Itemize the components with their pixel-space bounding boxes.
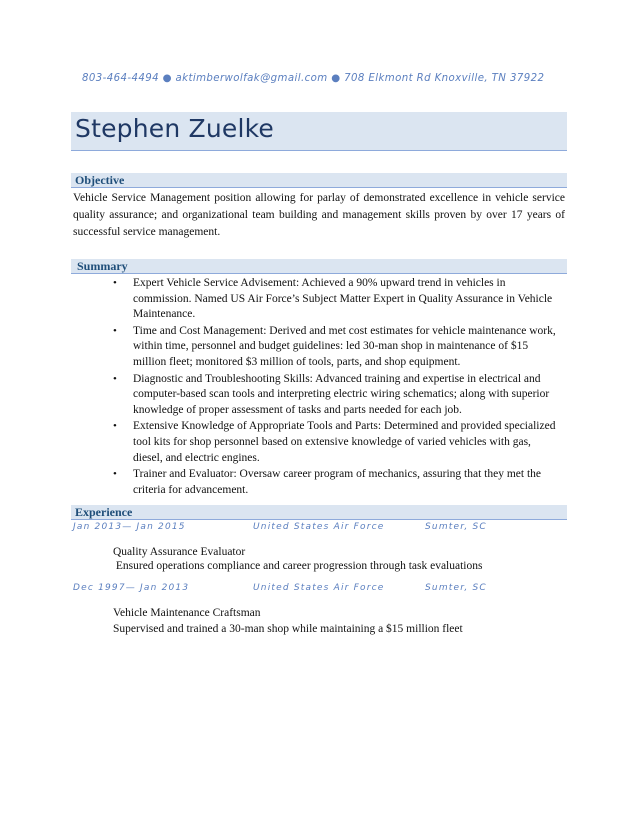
summary-item: • Time and Cost Management: Derived and met cost estimates for vehicle maintenance work, within time, personnel and budget guidelines: led 30-man shop in maintenance of $15 million fleet; monitored $3 million of tools, parts, and shop equipment.: [113, 324, 556, 368]
summary-section-header: [71, 259, 567, 274]
bullet-icon: •: [113, 277, 117, 289]
job-employer: United States Air Force: [253, 522, 385, 532]
summary-item: • Trainer and Evaluator: Oversaw career program of mechanics, assuring that they met the criteria for advancement.: [113, 468, 541, 496]
job-dates: Dec 1997— Jan 2013: [73, 583, 190, 593]
bullet-icon: •: [113, 324, 117, 337]
job-location: Sumter, SC: [425, 583, 487, 593]
bullet-icon: •: [113, 372, 117, 385]
job-description: Supervised and trained a 30-man shop while maintaining a $15 million fleet: [113, 623, 463, 635]
bullet-icon: •: [113, 420, 117, 433]
job-meta: [73, 583, 563, 597]
job-meta: [73, 522, 563, 536]
job-description: Ensured operations compliance and career progression through task evaluations: [113, 560, 483, 572]
summary-item: • Extensive Knowledge of Appropriate Tools and Parts: Determined and provided specialized tool kits for shop personnel based on extensive knowledge of varied vehicles with gas, diesel, and electric engines.: [113, 420, 556, 464]
candidate-name: Stephen Zuelke: [75, 114, 275, 143]
job-position: Vehicle Maintenance Craftsman: [113, 607, 261, 619]
job-employer: United States Air Force: [253, 583, 385, 593]
job-dates: Jan 2013— Jan 2015: [73, 522, 186, 532]
summary-list: [95, 276, 563, 499]
name-header: [71, 112, 567, 151]
experience-title: Experience: [75, 505, 133, 519]
job-position: Quality Assurance Evaluator: [113, 546, 246, 558]
summary-item: • Expert Vehicle Service Advisement: Achieved a 90% upward trend in vehicles in commission. Named US Air Force’s Subject Matter Expert in Quality Assurance in Vehicle Maintenance.: [113, 277, 553, 321]
bullet-icon: •: [113, 468, 117, 481]
objective-text: Vehicle Service Management position allowing for parlay of demonstrated excellence in vehicle service quality assurance; and organizational team building and management skills proven by over 17 years of successful service management.: [73, 192, 565, 238]
experience-section-header: [71, 505, 567, 520]
contact-line: 803-464-4494 ● aktimberwolfak@gmail.com ● 708 Elkmont Rd Knoxville, TN 37922: [82, 73, 545, 84]
job-location: Sumter, SC: [425, 522, 487, 532]
objective-section-header: [71, 173, 567, 188]
objective-title: Objective: [75, 173, 125, 187]
summary-item: • Diagnostic and Troubleshooting Skills: Advanced training and expertise in electrical and computer-based scan tools and interpreting electric wiring schematics; along with superior knowledge of proper assessment of tasks and parts needed for each job.: [113, 372, 550, 416]
summary-title: Summary: [77, 259, 128, 273]
